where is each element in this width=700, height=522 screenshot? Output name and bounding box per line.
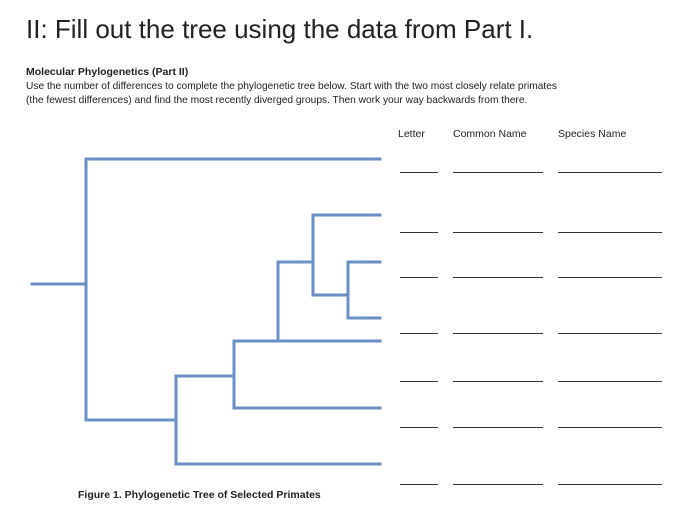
- column-header-letter: Letter: [398, 128, 425, 140]
- common-name-blank[interactable]: [453, 172, 543, 173]
- section-title: Molecular Phylogenetics (Part II): [26, 66, 189, 78]
- species-name-blank[interactable]: [558, 427, 662, 428]
- page-title: II: Fill out the tree using the data from Part I.: [26, 14, 534, 44]
- species-name-blank[interactable]: [558, 484, 662, 485]
- species-name-blank[interactable]: [558, 381, 662, 382]
- common-name-blank[interactable]: [453, 277, 543, 278]
- column-header-common-name: Common Name: [453, 128, 527, 140]
- column-header-species-name: Species Name: [558, 128, 627, 140]
- letter-blank[interactable]: [400, 333, 438, 334]
- figure-caption: Figure 1. Phylogenetic Tree of Selected Primates: [78, 489, 321, 501]
- letter-blank[interactable]: [400, 484, 438, 485]
- instructions-line-2: (the fewest differences) and find the most recently diverged groups. Then work your way backwards from there.: [26, 95, 528, 106]
- species-name-blank[interactable]: [558, 232, 662, 233]
- letter-blank[interactable]: [400, 381, 438, 382]
- common-name-blank[interactable]: [453, 427, 543, 428]
- instructions-line-1: Use the number of differences to complete the phylogenetic tree below. Start with the two most closely relate primates: [26, 81, 557, 92]
- species-name-blank[interactable]: [558, 333, 662, 334]
- letter-blank[interactable]: [400, 172, 438, 173]
- species-name-blank[interactable]: [558, 172, 662, 173]
- common-name-blank[interactable]: [453, 484, 543, 485]
- letter-blank[interactable]: [400, 232, 438, 233]
- common-name-blank[interactable]: [453, 381, 543, 382]
- common-name-blank[interactable]: [453, 333, 543, 334]
- common-name-blank[interactable]: [453, 232, 543, 233]
- letter-blank[interactable]: [400, 277, 438, 278]
- species-name-blank[interactable]: [558, 277, 662, 278]
- letter-blank[interactable]: [400, 427, 438, 428]
